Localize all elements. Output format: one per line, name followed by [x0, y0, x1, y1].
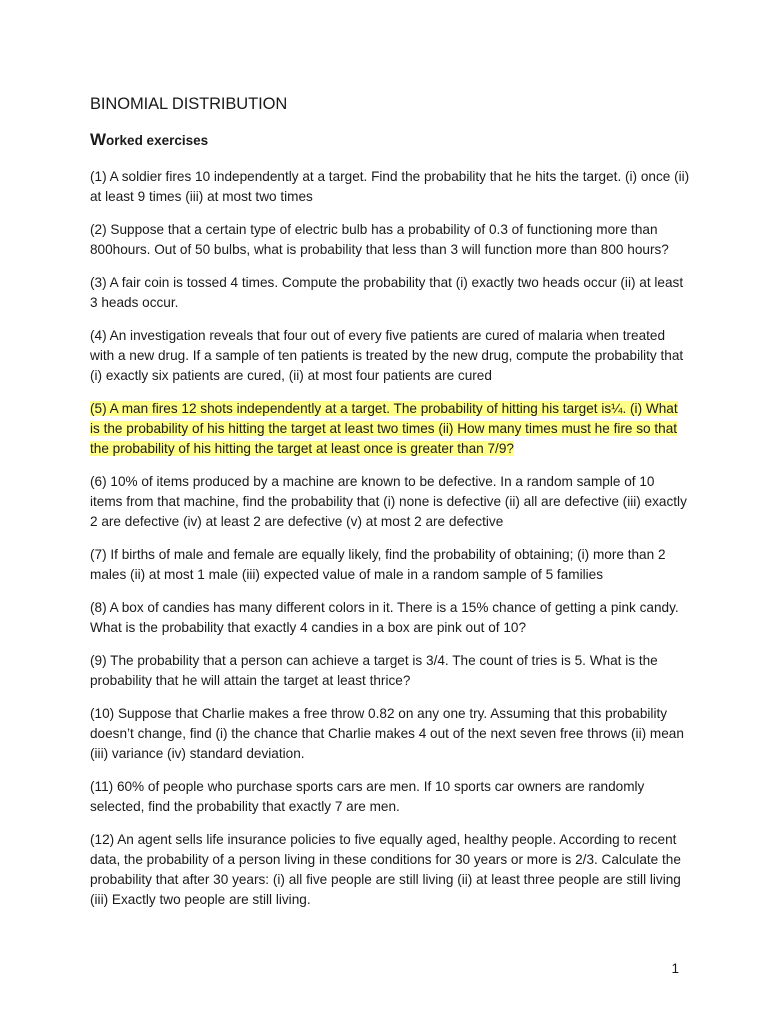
exercise-12 — [90, 830, 690, 910]
exercise-11 — [90, 777, 690, 817]
exercise-4 — [90, 326, 690, 386]
exercise-text: (1) A soldier fires 10 independently at a target. Find the probability that he hits the target. (i) once (ii) at least 9 times (iii) at most two times — [90, 169, 690, 204]
exercise-text: (2) Suppose that a certain type of electric bulb has a probability of 0.3 of functioning more than 800hours. Out of 50 bulbs, what is probability that less than 3 will function more than 800 hours? — [90, 222, 669, 257]
section-heading — [90, 129, 690, 152]
exercise-text: (12) An agent sells life insurance policies to five equally aged, healthy people. According to recent data, the probability of a person living in these conditions for 30 years or more is 2/3. Calculate the probability that after 30 years: (i) all five people are still living (ii) at least three people are still living (iii) Exactly two people are still living. — [90, 832, 681, 907]
exercise-text: (3) A fair coin is tossed 4 times. Compute the probability that (i) exactly two heads occur (ii) at least 3 heads occur. — [90, 275, 684, 310]
exercise-text: (4) An investigation reveals that four out of every five patients are cured of malaria when treated with a new drug. If a sample of ten patients is treated by the new drug, compute the probability that (i) exactly six patients are cured, (ii) at most four patients are cured — [90, 328, 684, 383]
exercise-text: (9) The probability that a person can achieve a target is 3/4. The count of tries is 5. What is the probability that he will attain the target at least thrice? — [90, 653, 658, 688]
page-title: BINOMIAL DISTRIBUTION — [90, 95, 288, 113]
exercise-7 — [90, 545, 690, 585]
exercise-text: (8) A box of candies has many different colors in it. There is a 15% chance of getting a pink candy. What is the probability that exactly 4 candies in a box are pink out of 10? — [90, 600, 679, 635]
section-heading-rest: orked exercises — [106, 133, 209, 148]
exercise-6 — [90, 472, 690, 532]
exercise-text: (6) 10% of items produced by a machine are known to be defective. In a random sample of 10 items from that machine, find the probability that (i) none is defective (ii) all are defective (iii) exactly 2 are defective (iv) at least 2 are defective (v) at most 2 are defective — [90, 474, 687, 529]
exercise-text: (11) 60% of people who purchase sports cars are men. If 10 sports car owners are randomly selected, find the probability that exactly 7 are men. — [90, 779, 645, 814]
page-number: 1 — [671, 961, 679, 976]
exercise-2 — [90, 220, 690, 260]
exercise-9 — [90, 651, 690, 691]
exercise-10 — [90, 704, 690, 764]
exercise-text: (10) Suppose that Charlie makes a free throw 0.82 on any one try. Assuming that this probability doesn’t change, find (i) the chance that Charlie makes 4 out of the next seven free throws (ii) mean (iii) variance (iv) standard deviation. — [90, 706, 684, 761]
exercise-1 — [90, 167, 690, 207]
exercise-text: (7) If births of male and female are equally likely, find the probability of obtaining; (i) more than 2 males (ii) at most 1 male (iii) expected value of male in a random sample of 5 families — [90, 547, 666, 582]
exercise-3 — [90, 273, 690, 313]
section-heading-initial: W — [90, 130, 107, 149]
exercise-5-highlighted — [90, 399, 690, 459]
document-body — [90, 93, 690, 910]
exercise-8 — [90, 598, 690, 638]
highlighted-exercise-text: (5) A man fires 12 shots independently at a target. The probability of hitting his target is¼. (i) What is the probability of his hitting the target at least two times (ii) How many times must he fire so that the probability of his hitting the target at least once is greater than 7/9? — [90, 401, 678, 456]
